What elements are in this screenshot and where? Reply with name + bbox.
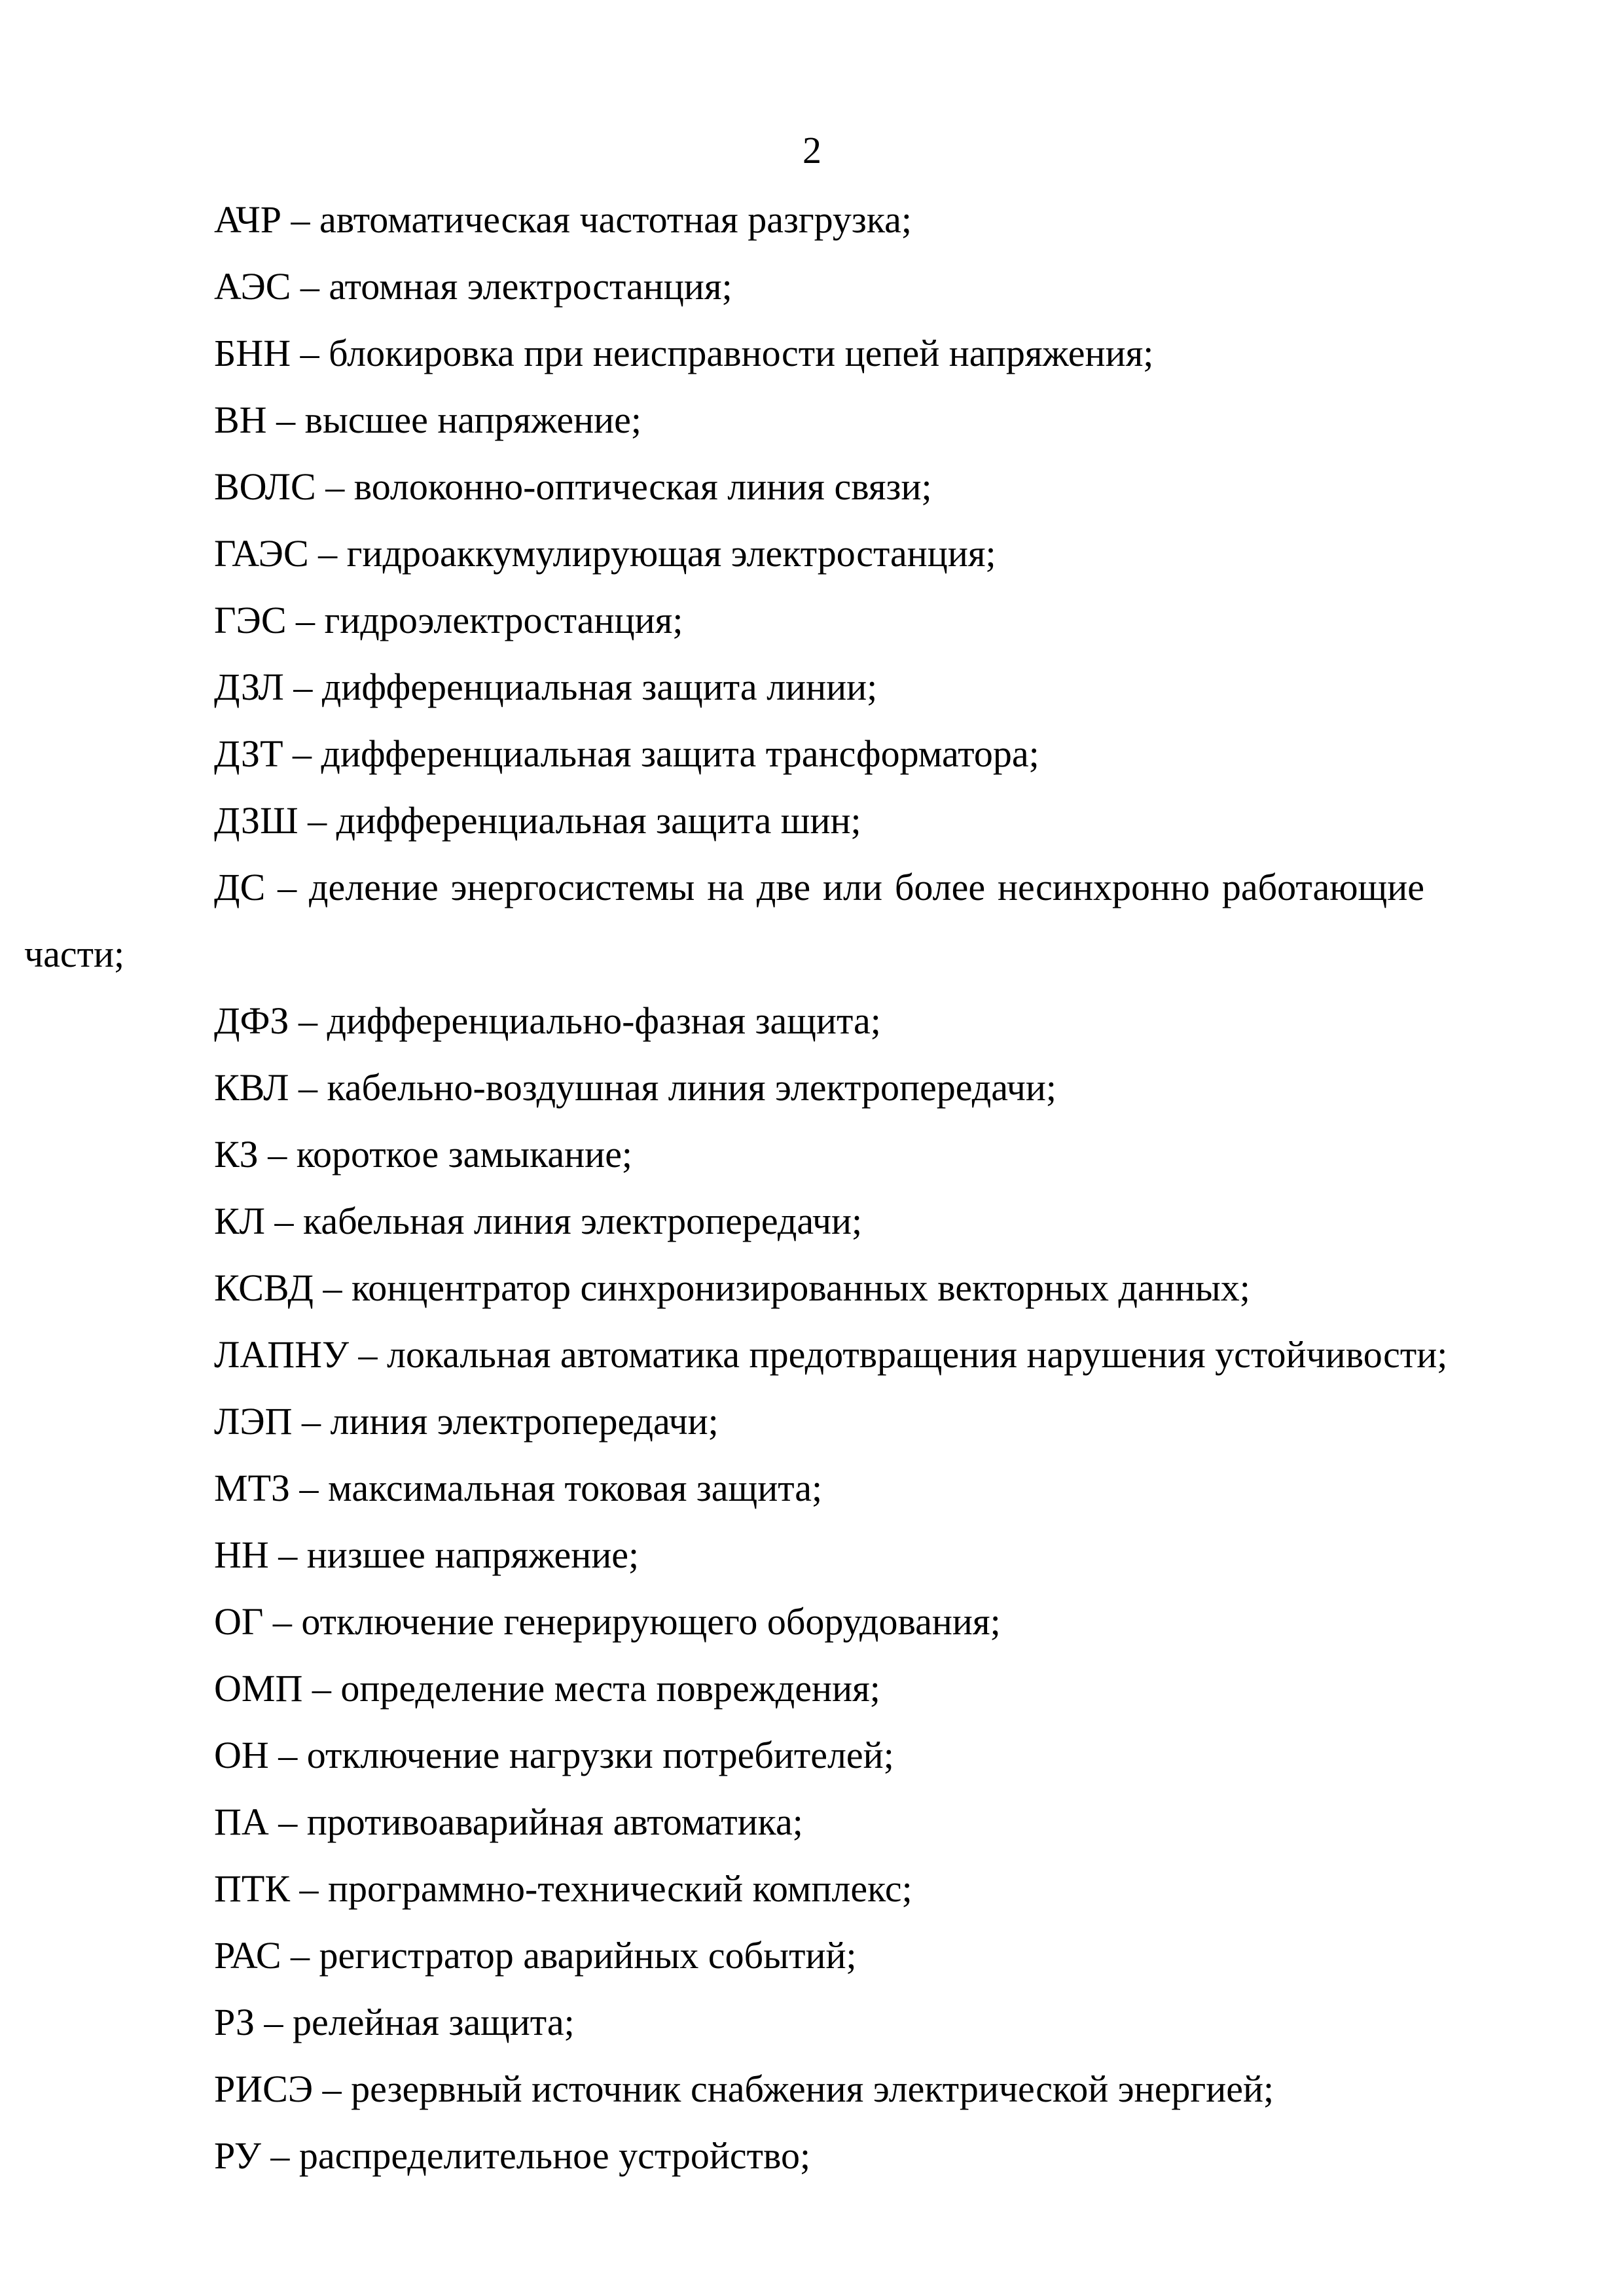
list-item: ЛЭП – линия электропередачи;	[214, 1400, 719, 1443]
list-item: ОН – отключение нагрузки потребителей;	[214, 1734, 894, 1776]
list-item: РУ – распределительное устройство;	[214, 2134, 811, 2177]
list-item-line-2: части;	[24, 933, 125, 975]
list-item: ВН – высшее напряжение;	[214, 399, 642, 441]
list-item: КВЛ – кабельно-воздушная линия электропередачи;	[214, 1066, 1057, 1109]
list-item: ОГ – отключение генерирующего оборудования;	[214, 1600, 1001, 1643]
list-item-wrapped	[24, 854, 1520, 988]
list-item-line-1: ДС – деление энергосистемы на две или более несинхронно работающие	[214, 866, 1424, 908]
list-item: ВОЛС – волоконно-оптическая линия связи;	[214, 465, 932, 508]
list-item: ДФЗ – дифференциально-фазная защита;	[214, 999, 881, 1042]
list-item: АЧР – автоматическая частотная разгрузка;	[214, 198, 912, 241]
list-item: ГЭС – гидроэлектростанция;	[214, 599, 683, 641]
list-item: МТЗ – максимальная токовая защита;	[214, 1467, 823, 1509]
list-item: ДЗШ – дифференциальная защита шин;	[214, 799, 861, 842]
list-item: КЗ – короткое замыкание;	[214, 1133, 633, 1175]
list-item: РИСЭ – резервный источник снабжения электрической энергией;	[214, 2068, 1274, 2110]
list-item: ДЗТ – дифференциальная защита трансформатора;	[214, 732, 1039, 775]
abbreviation-list	[24, 187, 1520, 2189]
list-item: РАС – регистратор аварийных событий;	[214, 1934, 857, 1977]
list-item: БНН – блокировка при неисправности цепей напряжения;	[214, 332, 1154, 374]
list-item: КЛ – кабельная линия электропередачи;	[214, 1200, 863, 1242]
list-item: ДЗЛ – дифференциальная защита линии;	[214, 666, 878, 708]
page-number: 2	[803, 129, 821, 171]
list-item: РЗ – релейная защита;	[214, 2001, 575, 2043]
list-item: АЭС – атомная электростанция;	[214, 265, 732, 308]
list-item: ГАЭС – гидроаккумулирующая электростанция;	[214, 532, 996, 575]
list-item: ЛАПНУ – локальная автоматика предотвращения нарушения устойчивости;	[214, 1333, 1448, 1376]
list-item: ПА – противоаварийная автоматика;	[214, 1801, 803, 1843]
list-item: ПТК – программно-технический комплекс;	[214, 1867, 912, 1910]
list-item: НН – низшее напряжение;	[214, 1534, 640, 1576]
list-item: ОМП – определение места повреждения;	[214, 1667, 880, 1710]
list-item: КСВД – концентратор синхронизированных векторных данных;	[214, 1266, 1250, 1309]
